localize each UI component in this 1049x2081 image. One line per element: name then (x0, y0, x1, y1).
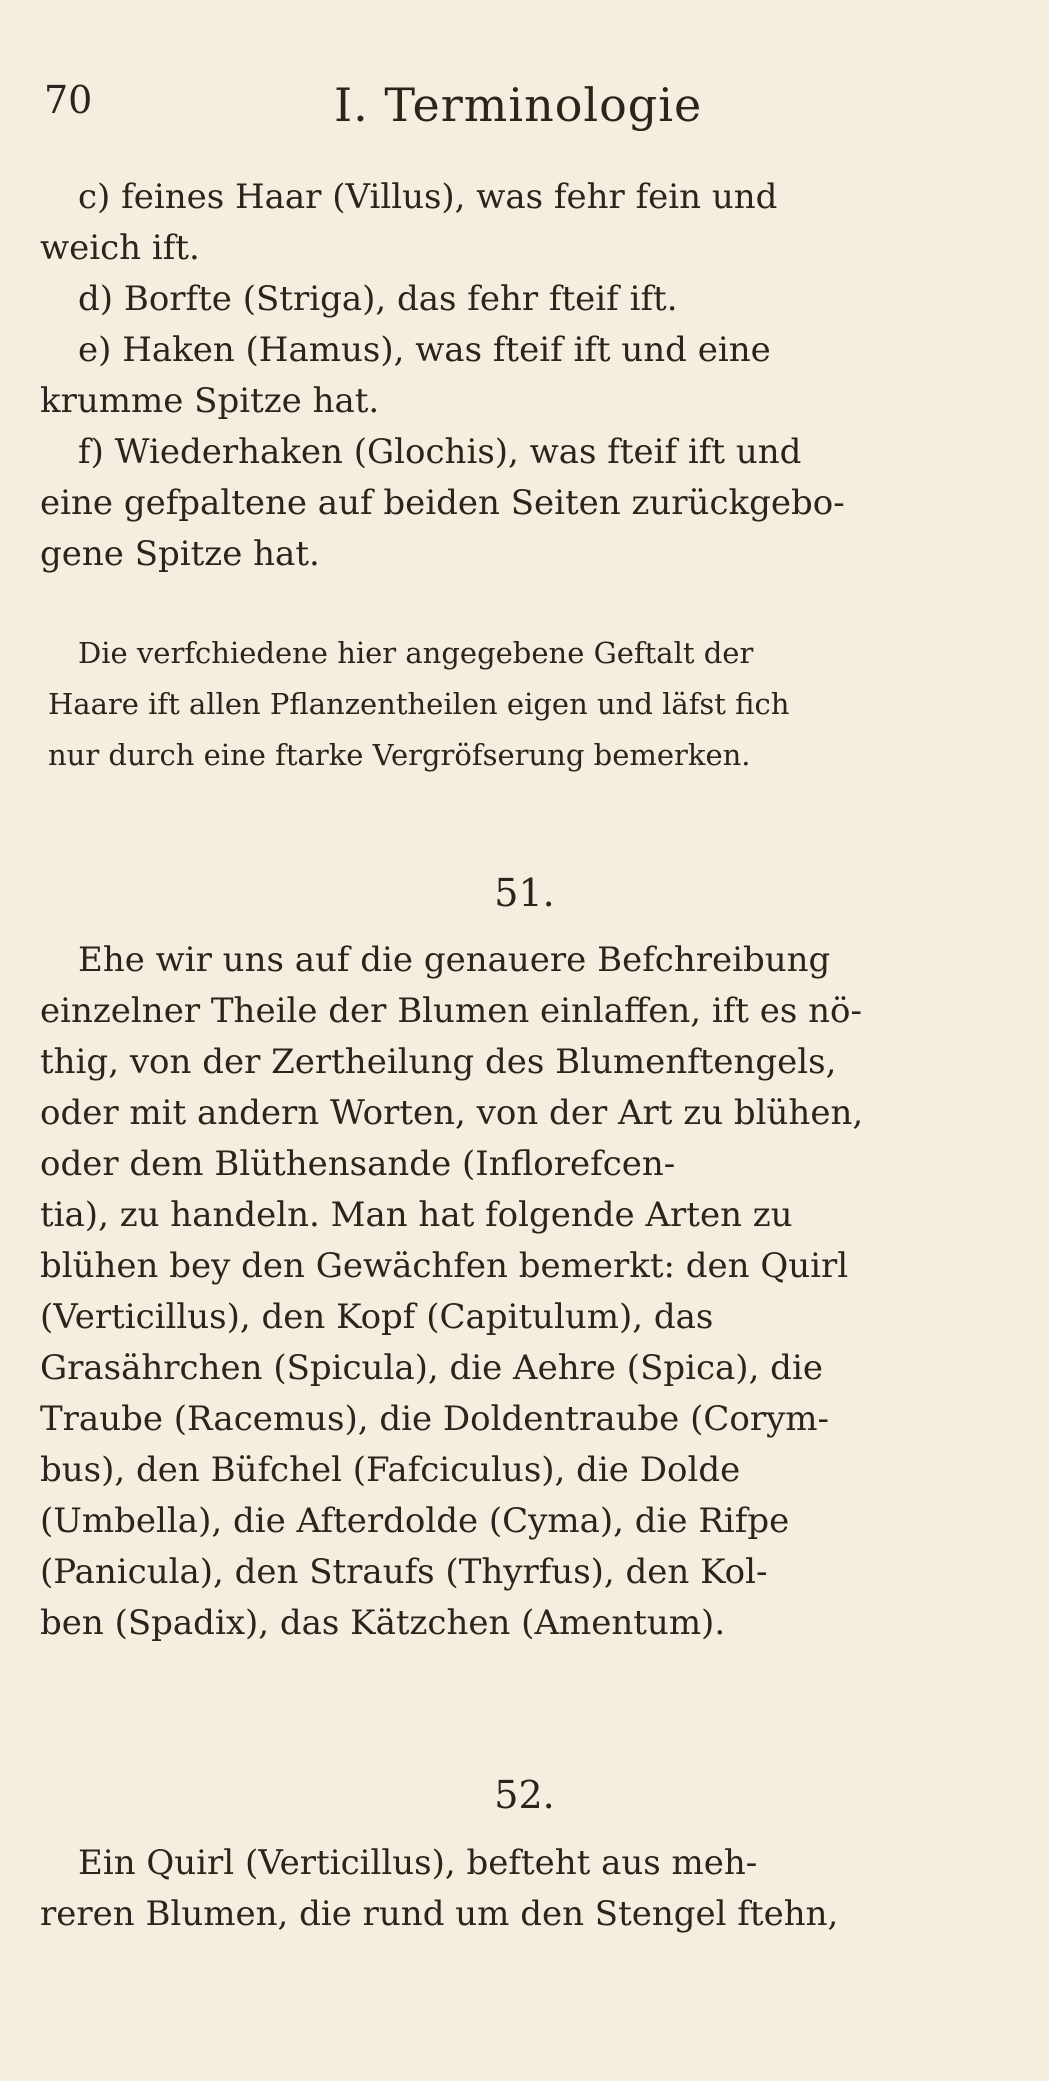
note-block (40, 628, 1009, 781)
text-line: bus), den Büfchel (Fafciculus), die Dolde (40, 1450, 741, 1490)
text-line: reren Blumen, die rund um den Stengel ftehn, (40, 1894, 839, 1934)
text-line: oder mit andern Worten, von der Art zu blühen, (40, 1093, 864, 1133)
text-line: Ein Quirl (Verticillus), befteht aus meh- (78, 1843, 758, 1883)
text-line: tia), zu handeln. Man hat folgende Arten zu (40, 1195, 793, 1235)
section-52 (40, 1768, 1009, 1822)
section-51-text (40, 935, 1009, 1649)
section-52-text (40, 1838, 1009, 1940)
text-line: f) Wiederhaken (Glochis), was fteif ift und (78, 432, 802, 472)
note-line: nur durch eine ftarke Vergröfserung bemerken. (48, 738, 751, 772)
text-line: einzelner Theile der Blumen einlaffen, ift es nö- (40, 991, 863, 1031)
text-line: Grasährchen (Spicula), die Aehre (Spica), die (40, 1348, 823, 1388)
text-line: Traube (Racemus), die Doldentraube (Corym- (40, 1399, 830, 1439)
text-line: e) Haken (Hamus), was fteif ift und eine (78, 330, 771, 370)
text-line: ben (Spadix), das Kätzchen (Amentum). (40, 1603, 726, 1643)
text-line: (Verticillus), den Kopf (Capitulum), das (40, 1297, 714, 1337)
page-number: 70 (44, 78, 93, 122)
page-header (44, 78, 989, 138)
section-51 (40, 866, 1009, 920)
section-number: 52. (494, 1773, 555, 1817)
text-line: thig, von der Zertheilung des Blumenftengels, (40, 1042, 837, 1082)
text-line: gene Spitze hat. (40, 534, 320, 574)
text-line: d) Borfte (Striga), das fehr fteif ift. (78, 279, 678, 319)
text-line: (Umbella), die Afterdolde (Cyma), die Rifpe (40, 1501, 790, 1541)
note-line: Haare ift allen Pflanzentheilen eigen und läfst fich (48, 687, 790, 721)
text-line: Ehe wir uns auf die genauere Befchreibung (78, 940, 831, 980)
note-line: Die verfchiedene hier angegebene Geftalt der (78, 636, 754, 670)
text-line: weich ift. (40, 228, 200, 268)
text-line: c) feines Haar (Villus), was fehr fein und (78, 177, 778, 217)
text-line: blühen bey den Gewächfen bemerkt: den Quirl (40, 1246, 849, 1286)
text-line: krumme Spitze hat. (40, 381, 380, 421)
running-title: I. Terminologie (334, 78, 703, 132)
text-line: (Panicula), den Straufs (Thyrfus), den Kol- (40, 1552, 768, 1592)
section-number: 51. (494, 871, 555, 915)
definition-list (40, 172, 1009, 580)
text-line: eine gefpaltene auf beiden Seiten zurückgebo- (40, 483, 845, 523)
text-line: oder dem Blüthensande (Inflorefcen- (40, 1144, 676, 1184)
